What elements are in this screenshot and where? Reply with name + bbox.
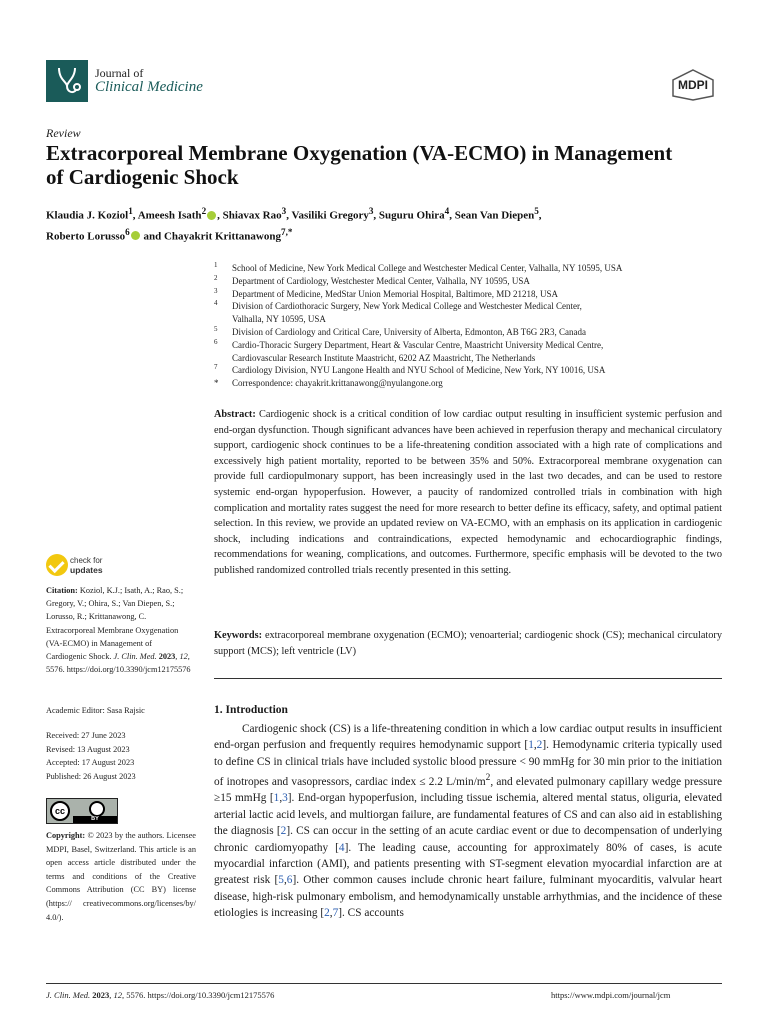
author-name[interactable]: Roberto Lorusso bbox=[46, 230, 126, 243]
orcid-icon[interactable] bbox=[131, 231, 140, 240]
academic-editor: Academic Editor: Sasa Rajsic bbox=[46, 706, 145, 715]
affiliation-number: 7 bbox=[214, 363, 218, 372]
article-title: Extracorporeal Membrane Oxygenation (VA-ECMO) in Management of Cardiogenic Shock bbox=[46, 141, 673, 189]
reference-link[interactable]: 1 bbox=[273, 792, 280, 805]
affiliations-list bbox=[214, 262, 724, 390]
author-affiliation-sup: 7,* bbox=[281, 226, 293, 237]
author-affiliation-sup: 2 bbox=[201, 206, 207, 216]
footer-citation: J. Clin. Med. 2023, 12, 5576. https://doi.org/10.3390/jcm12175576 bbox=[46, 990, 275, 1000]
citation-journal: J. Clin. Med. bbox=[113, 652, 157, 662]
accepted-date: Accepted: 17 August 2023 bbox=[46, 758, 135, 768]
cc-by-license-icon[interactable] bbox=[46, 798, 118, 824]
affiliation-text: Department of Medicine, MedStar Union Memorial Hospital, Baltimore, MD 21218, USA bbox=[232, 288, 558, 299]
text-run: ]. The leading cause, accounting for approximately 80% of cases, is acute myocardial infarction (AMI), and patients presenting with ST-segment elevation myocardial infarction are at greatest risk [ bbox=[214, 841, 722, 887]
superscript: 2 bbox=[485, 773, 491, 784]
orcid-icon[interactable] bbox=[207, 211, 216, 220]
text-run: , bbox=[283, 874, 287, 887]
text-run: ]. End-organ hypoperfusion, including tissue ischemia, altered mental status, oliguria, elevated arterial lactic acid levels, and multiorgan failure, are fundamental features of CS and can also aid in establishing the diagnosis [ bbox=[214, 792, 722, 838]
text-run: , and elevated pulmonary capillary wedge pressure ≥15 mmHg [ bbox=[214, 775, 722, 805]
text-run: ]. CS accounts bbox=[338, 907, 404, 920]
author-affiliation-sup: 3 bbox=[368, 206, 374, 216]
affiliation-item bbox=[214, 364, 724, 377]
reference-link[interactable]: 3 bbox=[282, 792, 288, 805]
author-affiliation-sup: 6 bbox=[125, 226, 130, 237]
footer-journal: J. Clin. Med. bbox=[46, 990, 91, 1000]
affiliation-number: 4 bbox=[214, 299, 218, 308]
reference-link[interactable]: 2 bbox=[536, 739, 543, 752]
affiliation-item bbox=[214, 326, 724, 339]
text-run: , bbox=[329, 907, 333, 920]
text-run: , bbox=[533, 739, 537, 752]
keywords-text: extracorporeal membrane oxygenation (ECMO); venoarterial; cardiogenic shock (CS); mechanical circulatory support (MCS); left ventricle (LV) bbox=[214, 630, 723, 657]
introduction-paragraph bbox=[214, 721, 722, 922]
citation-volume: 12 bbox=[179, 652, 188, 662]
author-name[interactable]: Klaudia J. Koziol bbox=[46, 209, 129, 222]
reference-link[interactable]: 2 bbox=[280, 825, 287, 838]
abstract bbox=[214, 407, 722, 579]
author-list bbox=[46, 203, 726, 244]
keywords bbox=[214, 628, 722, 659]
affiliation-item bbox=[214, 275, 724, 288]
author-affiliation-sup: 1 bbox=[128, 206, 133, 216]
affiliation-text: Department of Cardiology, Westchester Medical Center, Valhalla, NY 10595, USA bbox=[232, 275, 530, 286]
reference-link[interactable]: 1 bbox=[528, 739, 534, 752]
footer-year: 2023 bbox=[92, 990, 110, 1000]
text-run: ]. Hemodynamic criteria typically used to define CS in clinical trials have included systolic blood pressure < 90 mmHg for 30 min prior to the initiation of inotropes and vasopressors, cardiac index ≤ 2.2 L/min/m bbox=[214, 739, 723, 788]
author-name[interactable]: , Shiavax Rao bbox=[217, 209, 282, 222]
author-name[interactable]: , Sean Van Diepen bbox=[449, 209, 535, 222]
author-separator: , bbox=[538, 209, 542, 222]
check-updates-label: updates bbox=[70, 565, 103, 575]
by-label: BY bbox=[73, 816, 117, 823]
check-updates-label: check for bbox=[70, 556, 103, 565]
reference-link[interactable]: 5 bbox=[278, 874, 284, 887]
affiliation-text: Cardio-Thoracic Surgery Department, Heart & Vascular Centre, Maastricht University Medical Centre, bbox=[232, 339, 604, 350]
author-affiliation-sup: 5 bbox=[534, 206, 539, 216]
abstract-label: Abstract: bbox=[214, 409, 256, 420]
footer-journal-link[interactable]: https://www.mdpi.com/journal/jcm bbox=[551, 990, 671, 1000]
journal-logo bbox=[46, 60, 88, 102]
author-affiliation-sup: 4 bbox=[444, 206, 450, 216]
affiliation-item bbox=[214, 339, 724, 352]
affiliation-number: * bbox=[214, 378, 219, 389]
author-name[interactable]: , Ameesh Isath bbox=[132, 209, 202, 222]
footer-divider bbox=[46, 983, 722, 984]
reference-link[interactable]: 4 bbox=[338, 841, 345, 854]
affiliation-text: Division of Cardiology and Critical Care, University of Alberta, Edmonton, AB T6G 2R3, Canada bbox=[232, 326, 587, 337]
citation-text: Koziol, K.J.; Isath, A.; Rao, S.; Gregory, V.; Ohira, S.; Van Diepen, S.; Lorusso, R.; Krittanawong, C. Extracorporeal Membrane Oxygenation (VA-ECMO) in Management of Cardiogenic Shock. bbox=[46, 586, 184, 662]
affiliation-continuation: Cardiovascular Research Institute Maastricht, 6202 AZ Maastricht, The Netherlands bbox=[232, 352, 536, 363]
citation-doi[interactable]: , 5576. https://doi.org/10.3390/jcm12175576 bbox=[46, 652, 191, 675]
section-heading: 1. Introduction bbox=[214, 704, 288, 716]
journal-name-prefix: Journal of bbox=[95, 66, 144, 80]
text-run: ]. CS can occur in the setting of an acute cardiac event or due to decompensation of underlying chronic cardiomyopathy [ bbox=[214, 825, 723, 854]
keywords-label: Keywords: bbox=[214, 630, 263, 641]
citation-label: Citation: bbox=[46, 586, 78, 595]
affiliation-item bbox=[214, 288, 724, 301]
published-date: Published: 26 August 2023 bbox=[46, 771, 136, 781]
affiliation-text: Cardiology Division, NYU Langone Health and NYU School of Medicine, New York, NY 10016, USA bbox=[232, 365, 606, 376]
section-divider bbox=[214, 678, 722, 679]
check-for-updates-button[interactable] bbox=[46, 554, 126, 578]
cc-icon: cc bbox=[50, 801, 70, 821]
affiliation-number: 6 bbox=[214, 337, 218, 346]
correspondence-text[interactable]: Correspondence: chayakrit.krittanawong@nyulangone.org bbox=[232, 378, 443, 389]
citation-year: 2023 bbox=[158, 652, 176, 662]
author-name[interactable]: , Vasiliki Gregory bbox=[286, 209, 369, 222]
reference-link[interactable]: 7 bbox=[332, 907, 339, 920]
text-run: ]. Other common causes include chronic heart failure, fulminant myocarditis, valvular heart disease, high-risk pulmonary embolism, and hemodynamically unstable arrhythmias, and the incidence of these etiologies is increasing [ bbox=[214, 874, 722, 920]
footer-doi-link[interactable]: , 5576. https://doi.org/10.3390/jcm12175576 bbox=[122, 990, 275, 1000]
publication-dates bbox=[46, 729, 136, 783]
affiliation-continuation: Valhalla, NY 10595, USA bbox=[232, 314, 326, 325]
text-run: Cardiogenic shock (CS) is a life-threatening condition in which a low cardiac output results in insufficient end-organ perfusion and frequently requires hemodynamic support [ bbox=[214, 723, 722, 752]
author-name[interactable]: and Chayakrit Krittanawong bbox=[140, 230, 281, 243]
affiliation-number: 1 bbox=[214, 261, 218, 269]
citation-block: Citation: Koziol, K.J.; Isath, A.; Rao, S.; Gregory, V.; Ohira, S.; Van Diepen, S.; Lorusso, R.; Krittanawong, C. Extracorporeal Membrane Oxygenation (VA-ECMO) in Management of Cardiogenic Shock. J. Clin. Med. 2023, 12, 5576. https://doi.org/10.3390/jcm12175576 bbox=[46, 586, 191, 675]
affiliation-number: 3 bbox=[214, 286, 218, 295]
copyright-text: © 2023 by the authors. Licensee MDPI, Basel, Switzerland. This article is an open access article distributed under the terms and conditions of the Creative Commons Attribution (CC BY) license (https:// creativecommons.org/licenses/by/ 4.0/). bbox=[46, 831, 196, 922]
affiliation-item bbox=[214, 300, 724, 313]
affiliation-item bbox=[214, 262, 724, 275]
affiliation-text: School of Medicine, New York Medical College and Westchester Medical Center, Valhalla, NY 10595, USA bbox=[232, 263, 623, 273]
text-run: , bbox=[279, 792, 283, 805]
affiliation-number: 2 bbox=[214, 273, 218, 282]
article-type: Review bbox=[46, 126, 81, 140]
received-date: Received: 27 June 2023 bbox=[46, 731, 126, 740]
author-line-2 bbox=[46, 224, 726, 245]
affiliation-number: 5 bbox=[214, 324, 218, 333]
affiliation-text: Division of Cardiothoracic Surgery, New York Medical College and Westchester Medical Center, bbox=[232, 301, 582, 312]
journal-name: Clinical Medicine bbox=[95, 79, 203, 95]
author-line-1 bbox=[46, 203, 726, 224]
copyright-label: Copyright: bbox=[46, 831, 86, 840]
check-icon bbox=[46, 554, 68, 576]
reference-link[interactable]: 6 bbox=[286, 874, 293, 887]
revised-date: Revised: 13 August 2023 bbox=[46, 744, 130, 754]
correspondence bbox=[214, 377, 724, 390]
copyright-notice bbox=[46, 829, 196, 924]
mdpi-logo-text: MDPI bbox=[678, 78, 708, 92]
person-icon bbox=[89, 801, 105, 817]
author-name[interactable]: , Suguru Ohira bbox=[373, 209, 445, 222]
footer-volume: 12 bbox=[113, 990, 123, 1000]
author-affiliation-sup: 3 bbox=[281, 206, 287, 216]
reference-link[interactable]: 2 bbox=[324, 907, 330, 920]
abstract-text: Cardiogenic shock is a critical condition of low cardiac output resulting in insufficient systemic perfusion and end-organ dysfunction. Though significant advances have been achieved in reperfusion therapy and mechanical circulatory support, cardiogenic shock continues to be a life-threatening condition associated with a high rate of complications and excessively high patient mortality, reported to be between 35% and 50%. Extracorporeal membrane oxygenation can provide full cardiopulmonary support, has been increasingly used in the last two decades, and can be used to restore systemic end-organ hypoperfusion. However, a paucity of randomized controlled trials in combination with high complication and mortality rates suggest the need for more research to better define its efficacy, safety, and optimal patient selection. In this review, we provide an updated review on VA-ECMO, with an emphasis on its application in cardiogenic shock, including indications and contraindications, expected hemodynamic and echocardiographic findings, recommendations for weaning, complications, and outcomes. Furthermore, specific emphasis will be devoted to the two published randomized controlled trials recently presented in this setting. bbox=[214, 409, 722, 576]
mdpi-logo[interactable] bbox=[667, 68, 719, 102]
